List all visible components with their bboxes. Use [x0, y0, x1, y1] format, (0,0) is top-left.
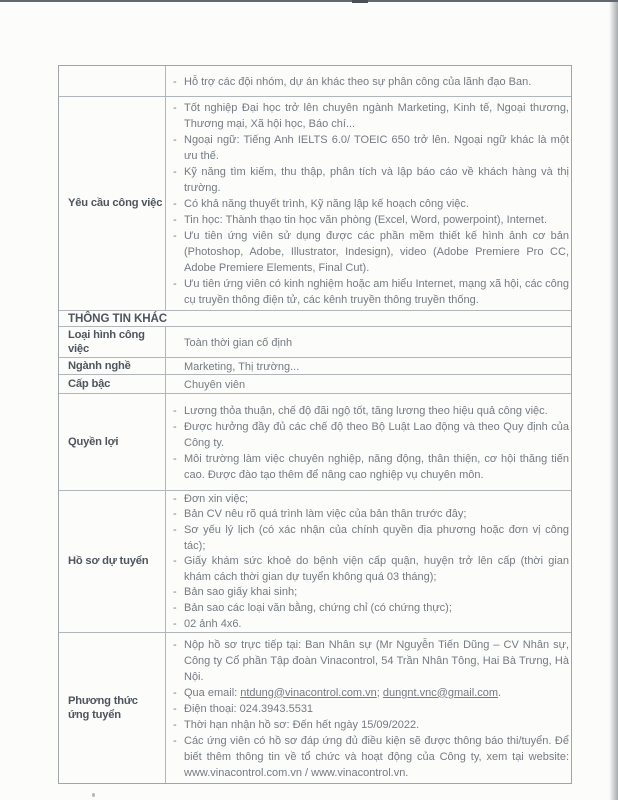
section-header-other-info: THÔNG TIN KHÁC [68, 312, 168, 325]
bullet-text: Được hưởng đầy đủ các chế độ theo Bộ Luật Lao động và theo Quy định của Công ty. [184, 420, 569, 449]
bullet-text: Điện thoại: 024.3943.5531 [184, 702, 314, 715]
bullet-text: 02 ảnh 4x6. [184, 617, 242, 630]
bullet-dash: - [173, 638, 177, 651]
table-row-level [59, 374, 571, 393]
row-label-level: Cấp bậc [59, 375, 166, 393]
bullet-text: Ưu tiên ứng viên có kinh nghiệm hoặc am hiểu Internet, mạng xã hội, các công cụ truyền thông điện tử, các kênh truyền thông truyền thống. [184, 278, 569, 306]
bullet-item [171, 733, 569, 781]
bullet-dash: - [173, 166, 177, 178]
bullet-dash: - [173, 134, 177, 146]
bullet-dash: - [173, 718, 177, 731]
bullet-text: Giấy khám sức khoẻ do bệnh viện cấp quận, huyện trở lên cấp (thời gian khám cách thời gian dự tuyển không quá 03 tháng); [184, 555, 569, 583]
bullet-dash: - [173, 230, 177, 242]
bullet-item [171, 492, 569, 508]
bullet-dash: - [173, 524, 177, 537]
row-content-application-documents [166, 491, 571, 632]
job-posting-table [58, 65, 572, 784]
bullet-item [171, 132, 569, 164]
bullet-text: Kỹ năng tìm kiếm, thu thập, phân tích và lập báo cáo về khách hàng và thị trường. [184, 166, 569, 194]
bullet-text: Bản sao giấy khai sinh; [184, 586, 298, 599]
row-label-empty [59, 66, 166, 96]
bullet-dash: - [173, 75, 177, 88]
table-row-employment-type [59, 326, 571, 357]
bullet-dash: - [173, 404, 177, 417]
table-row-continuation [59, 66, 571, 96]
bullet-text: Hỗ trợ các đội nhóm, dự án khác theo sự phân công của lãnh đạo Ban. [184, 75, 532, 88]
table-row-industry [59, 357, 571, 374]
row-content-continuation [166, 66, 571, 96]
bullet-text: Có khả năng thuyết trình, Kỹ năng lập kế hoạch công việc. [184, 198, 469, 210]
scan-artifact-speck [92, 793, 95, 797]
bullet-text: Lương thỏa thuận, chế độ đãi ngộ tốt, tăng lương theo hiệu quả công việc. [184, 404, 548, 417]
bullet-item [171, 451, 569, 483]
bullet-item [171, 601, 569, 617]
bullet-text: Đơn xin việc; [184, 492, 249, 505]
bullet-item [171, 507, 569, 523]
bullet-dash: - [173, 452, 177, 465]
bullet-dash: - [173, 555, 177, 568]
row-content-benefits [166, 394, 571, 490]
bullet-dash: - [173, 214, 177, 226]
row-label-benefits: Quyền lợi [59, 394, 166, 490]
row-content-how-to-apply [166, 633, 571, 783]
bullet-text: Bản sao các loại văn bằng, chứng chỉ (có chứng thực); [184, 601, 452, 614]
bullet-text: Thời hạn nhận hồ sơ: Đến hết ngày 15/09/2022. [184, 718, 420, 731]
table-row-application-documents [59, 490, 571, 632]
row-content-level: Chuyên viên [184, 378, 246, 391]
row-label-employment-type: Loại hình công việc [59, 327, 166, 357]
bullet-item [171, 403, 569, 419]
bullet-dash: - [173, 601, 177, 614]
bullet-dash: - [173, 278, 177, 290]
row-content-job-requirements [166, 97, 571, 310]
scan-edge-strip [0, 0, 618, 2]
table-row-other-info-header [59, 310, 571, 326]
bullet-item [171, 419, 569, 451]
bullet-dash: - [173, 198, 177, 210]
bullet-dash: - [173, 686, 177, 699]
bullet-text: Ưu tiên ứng viên sử dụng được các phần mềm thiết kế hình ảnh cơ bản (Photoshop, Adobe, Illustrator, Indesign), video (Adobe Premiere Pro CC, Adobe Premiere Elements, Final Cut). [184, 230, 569, 274]
bullet-text: Tin học: Thành thạo tin học văn phòng (Excel, Word, powerpoint), Internet. [184, 214, 548, 226]
bullet-item [171, 685, 569, 701]
bullet-item [171, 212, 569, 228]
bullet-text: Qua email: ntdung@vinacontrol.com.vn; dungnt.vnc@gmail.com. [184, 686, 502, 699]
bullet-dash: - [173, 492, 177, 505]
bullet-text: Ngoại ngữ: Tiếng Anh IELTS 6.0/ TOEIC 650 trở lên. Ngoại ngữ khác là một ưu thế. [184, 134, 569, 162]
bullet-dash: - [173, 420, 177, 433]
table-row-how-to-apply [59, 632, 571, 783]
bullet-item [171, 100, 569, 132]
bullet-item [171, 228, 569, 276]
bullet-item [171, 701, 569, 717]
bullet-dash: - [173, 702, 177, 715]
bullet-text: Bản CV nêu rõ quá trình làm việc của bản thân trước đây; [184, 508, 467, 521]
bullet-text: Tốt nghiệp Đại học trở lên chuyên ngành Marketing, Kinh tế, Ngoại thương, Thương mại, Xã hội học, Báo chí... [184, 102, 569, 130]
scan-edge-tick [352, 0, 368, 3]
link-text: dungnt.vnc@gmail.com [382, 686, 499, 699]
row-label-industry: Ngành nghề [59, 358, 166, 374]
bullet-text: Môi trường làm việc chuyên nghiệp, năng động, thân thiện, cơ hội thăng tiến cao. Được đào tạo thêm để nâng cao nghiệp vụ chuyên môn. [184, 452, 569, 481]
bullet-text: Sơ yếu lý lịch (có xác nhận của chính quyền địa phương hoặc đơn vị công tác); [184, 524, 569, 552]
row-label-how-to-apply: Phương thức ứng tuyển [59, 633, 166, 783]
link-text: ntdung@vinacontrol.com.vn [240, 686, 377, 699]
row-content-employment-type: Toàn thời gian cố định [184, 336, 293, 349]
bullet-dash: - [173, 734, 177, 747]
bullet-item [171, 617, 569, 632]
table-row-job-requirements [59, 96, 571, 310]
row-label-application-documents: Hồ sơ dự tuyển [59, 491, 166, 632]
bullet-item [171, 554, 569, 585]
row-content-industry: Marketing, Thị trường... [184, 360, 300, 373]
bullet-dash: - [173, 617, 177, 630]
scan-edge-shadow [609, 0, 618, 800]
bullet-item [171, 196, 569, 212]
bullet-item [171, 717, 569, 733]
bullet-item [171, 585, 569, 601]
table-row-benefits [59, 393, 571, 490]
bullet-text: Các ứng viên có hồ sơ đáp ứng đủ điều kiện sẽ được thông báo thi/tuyển. Để biết thêm thông tin về tổ chức và hoạt động của Công ty, xem tại website: www.vinacontrol.com.vn / www.vinacontrol.vn. [184, 734, 569, 779]
bullet-item [171, 637, 569, 685]
bullet-dash: - [173, 586, 177, 599]
bullet-dash: - [173, 508, 177, 521]
bullet-item [171, 164, 569, 196]
bullet-text: Nộp hồ sơ trực tiếp tại: Ban Nhân sự (Mr Nguyễn Tiến Dũng – CV Nhân sự, Công ty Cổ phần Tập đoàn Vinacontrol, 54 Trần Nhân Tông, Hai Bà Trưng, Hà Nội. [184, 638, 569, 683]
bullet-dash: - [173, 102, 177, 114]
bullet-item [171, 523, 569, 554]
bullet-item [171, 276, 569, 308]
bullet-item [171, 74, 569, 90]
row-label-job-requirements: Yêu cầu công việc [59, 97, 166, 310]
